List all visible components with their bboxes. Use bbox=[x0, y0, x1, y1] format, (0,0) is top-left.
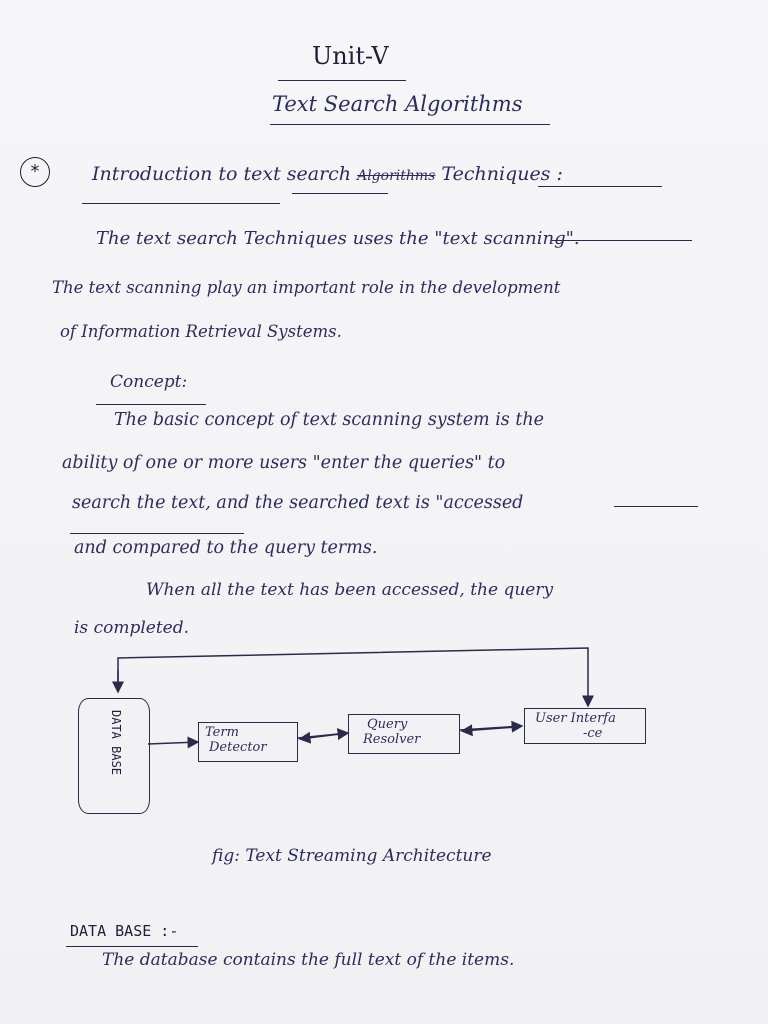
term-detector-box bbox=[198, 722, 298, 762]
query-resolver-label-1: Query bbox=[367, 717, 408, 732]
query-resolver-box bbox=[348, 714, 460, 754]
concept-line-2: ability of one or more users "enter the queries" to bbox=[62, 453, 506, 473]
user-interface-box bbox=[524, 708, 646, 744]
user-interface-label-1: User Interfa bbox=[535, 711, 616, 726]
concept-line-6: is completed. bbox=[74, 618, 189, 638]
section-heading-struck: Algorithms bbox=[357, 168, 436, 184]
title-underline bbox=[270, 124, 550, 125]
section-heading bbox=[92, 163, 563, 185]
term-detector-label-2: Detector bbox=[209, 740, 267, 755]
text-scanning-underline bbox=[552, 240, 692, 241]
intro-line-2: The text scanning play an important role in the development bbox=[52, 278, 561, 297]
concept-line-5: When all the text has been accessed, the query bbox=[146, 580, 554, 600]
intro-line-3: of Information Retrieval Systems. bbox=[60, 322, 342, 341]
page-title: Text Search Algorithms bbox=[272, 92, 523, 116]
section-underline-2 bbox=[292, 193, 388, 194]
database-heading: DATA BASE :- bbox=[70, 922, 179, 940]
database-label: DATA BASE bbox=[109, 710, 123, 776]
query-resolver-label-2: Resolver bbox=[363, 732, 421, 747]
intro-line-1: The text search Techniques uses the "text scanning". bbox=[96, 228, 580, 249]
section-underline-3 bbox=[538, 186, 662, 187]
feedback-loop-line bbox=[118, 648, 588, 706]
db-to-term-arrow bbox=[148, 742, 198, 744]
section-heading-suffix: Techniques : bbox=[441, 163, 563, 185]
search-text-underline bbox=[70, 533, 244, 534]
figure-caption: fig: Text Streaming Architecture bbox=[212, 846, 492, 866]
database-heading-underline bbox=[66, 946, 198, 947]
query-to-term-arrow bbox=[300, 734, 340, 739]
term-to-query-arrow bbox=[298, 733, 348, 738]
concept-underline bbox=[96, 404, 206, 405]
concept-line-3: search the text, and the searched text is "accessed bbox=[72, 493, 524, 513]
accessed-underline bbox=[614, 506, 698, 507]
term-detector-label-1: Term bbox=[205, 725, 239, 740]
section-heading-prefix: Introduction to text search bbox=[92, 163, 352, 185]
unit-heading: Unit-V bbox=[312, 42, 389, 70]
concept-line-1: The basic concept of text scanning system is the bbox=[114, 410, 545, 430]
concept-line-4: and compared to the query terms. bbox=[74, 538, 378, 558]
asterisk-bullet-icon: * bbox=[20, 157, 50, 187]
query-to-user-arrow bbox=[460, 726, 522, 730]
section-underline bbox=[82, 203, 280, 204]
user-interface-label-2: -ce bbox=[583, 726, 603, 741]
concept-label: Concept: bbox=[110, 372, 188, 392]
database-text: The database contains the full text of the items. bbox=[102, 950, 515, 970]
user-to-query-arrow bbox=[462, 727, 516, 731]
unit-underline bbox=[278, 80, 406, 81]
